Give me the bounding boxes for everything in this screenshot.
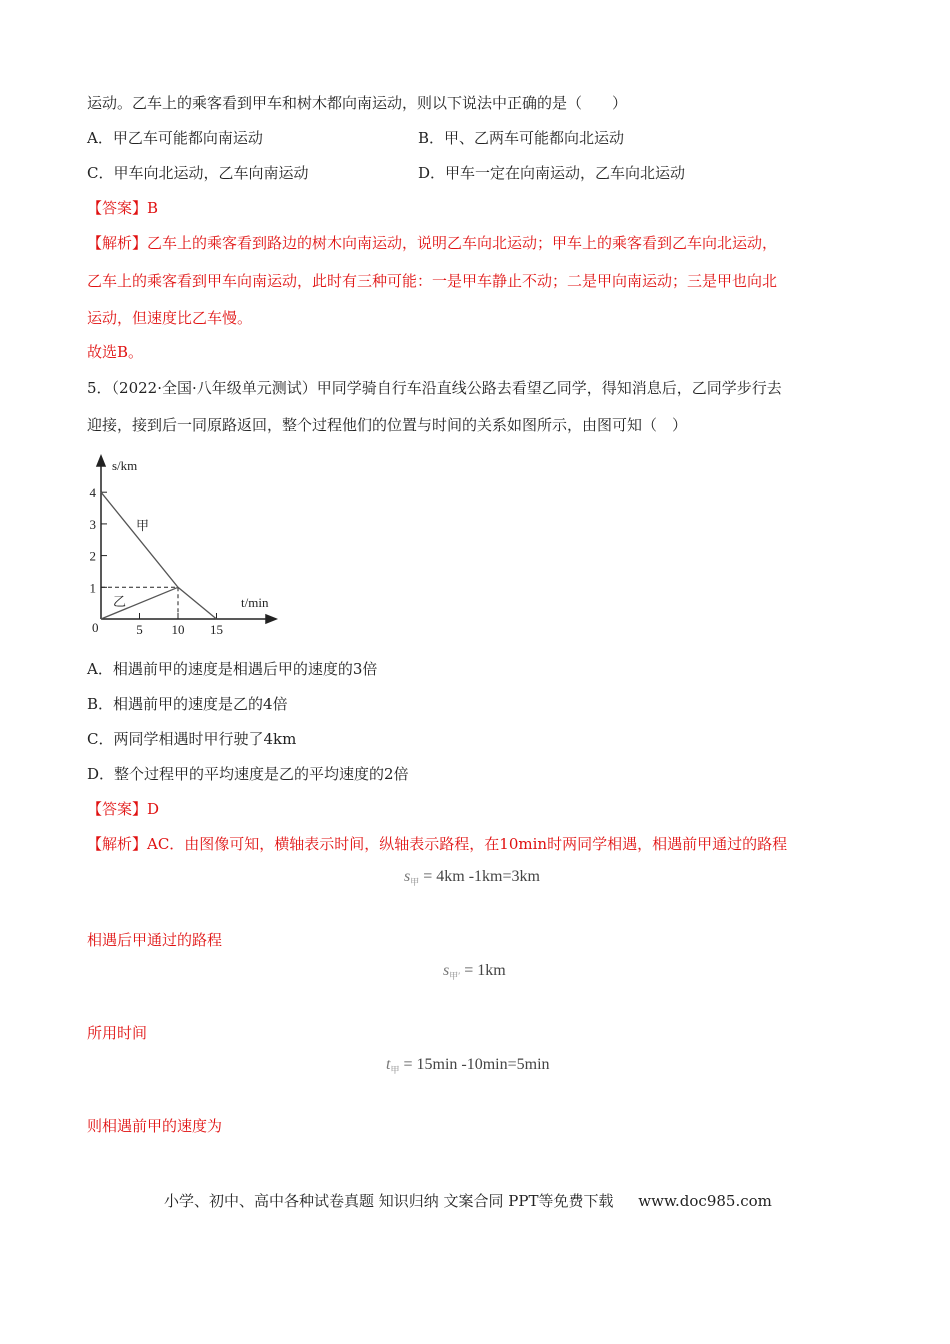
q4-option-d: D．甲车一定在向南运动，乙车向北运动 bbox=[418, 164, 686, 182]
y-axis-label: s/km bbox=[112, 458, 138, 473]
q5-text-3: 所用时间 bbox=[87, 1024, 148, 1042]
eq-rhs: = 1km bbox=[464, 962, 506, 979]
origin-label: 0 bbox=[92, 620, 99, 635]
q4-conclusion: 故选B。 bbox=[87, 343, 144, 361]
x-tick-label: 15 bbox=[210, 622, 223, 637]
series-label-jia: 甲 bbox=[136, 518, 150, 533]
footer bbox=[164, 1190, 772, 1211]
equation-1 bbox=[404, 868, 540, 888]
q5-text-4: 则相遇前甲的速度为 bbox=[87, 1117, 223, 1135]
y-axis-arrow-icon bbox=[97, 456, 105, 466]
q5-option-d: D．整个过程甲的平均速度是乙的平均速度的2倍 bbox=[87, 765, 409, 783]
q5-text-2: 相遇后甲通过的路程 bbox=[87, 931, 223, 949]
q4-analysis-3: 运动，但速度比乙车慢。 bbox=[87, 309, 253, 327]
eq-var: s bbox=[443, 962, 450, 979]
q5-answer: 【答案】D bbox=[87, 800, 160, 818]
x-tick-label: 10 bbox=[171, 622, 185, 637]
eq-sub: 甲′ bbox=[449, 971, 461, 982]
eq-rhs: = 4km -1km=3km bbox=[423, 868, 540, 885]
y-tick-label: 1 bbox=[89, 580, 96, 596]
eq-rhs: = 15min -10min=5min bbox=[403, 1056, 550, 1073]
q4-stem-tail: 运动。乙车上的乘客看到甲车和树木都向南运动，则以下说法中正确的是（ ） bbox=[87, 94, 628, 112]
q5-option-c: C．两同学相遇时甲行驶了4km bbox=[87, 730, 297, 748]
footer-url[interactable]: www.doc985.com bbox=[638, 1192, 772, 1210]
eq-var: s bbox=[404, 868, 411, 885]
footer-text: 小学、初中、高中各种试卷真题 知识归纳 文案合同 PPT等免费下载 bbox=[164, 1192, 614, 1210]
q4-option-b: B．甲、乙两车可能都向北运动 bbox=[418, 129, 625, 147]
y-tick-label: 2 bbox=[89, 548, 96, 564]
eq-sub: 甲 bbox=[390, 1065, 400, 1076]
series-label-yi: 乙 bbox=[113, 594, 127, 609]
q4-option-a: A．甲乙车可能都向南运动 bbox=[87, 129, 263, 147]
q4-analysis-2: 乙车上的乘客看到甲车向南运动，此时有三种可能：一是甲车静止不动；二是甲向南运动；三是甲也向北 bbox=[87, 272, 778, 290]
q4-answer: 【答案】B bbox=[87, 199, 159, 217]
equation-3 bbox=[386, 1056, 550, 1076]
x-axis-label: t/min bbox=[241, 595, 269, 610]
q5-stem-2: 迎接，接到后一同原路返回，整个过程他们的位置与时间的关系如图所示，由图可知（ ） bbox=[87, 416, 688, 434]
q5-option-a: A．相遇前甲的速度是相遇后甲的速度的3倍 bbox=[87, 660, 378, 678]
y-tick-label: 4 bbox=[89, 485, 96, 501]
x-tick-label: 5 bbox=[136, 622, 143, 637]
y-tick-label: 3 bbox=[89, 516, 96, 532]
q4-analysis-1: 【解析】乙车上的乘客看到路边的树木向南运动，说明乙车向北运动；甲车上的乘客看到乙车向北运动， bbox=[87, 234, 778, 252]
q5-stem-1: 5．（2022·全国·八年级单元测试）甲同学骑自行车沿直线公路去看望乙同学，得知消息后，乙同学步行去 bbox=[87, 379, 782, 397]
position-time-chart bbox=[80, 450, 290, 645]
q5-option-b: B．相遇前甲的速度是乙的4倍 bbox=[87, 695, 288, 713]
q5-analysis-1: 【解析】AC．由图像可知，横轴表示时间，纵轴表示路程，在10min时两同学相遇，相遇前甲通过的路程 bbox=[87, 835, 788, 853]
eq-sub: 甲 bbox=[410, 877, 420, 888]
q4-option-c: C．甲车向北运动，乙车向南运动 bbox=[87, 164, 309, 182]
x-axis-arrow-icon bbox=[266, 615, 276, 623]
eq-var: t bbox=[386, 1056, 391, 1073]
equation-2 bbox=[443, 962, 506, 982]
